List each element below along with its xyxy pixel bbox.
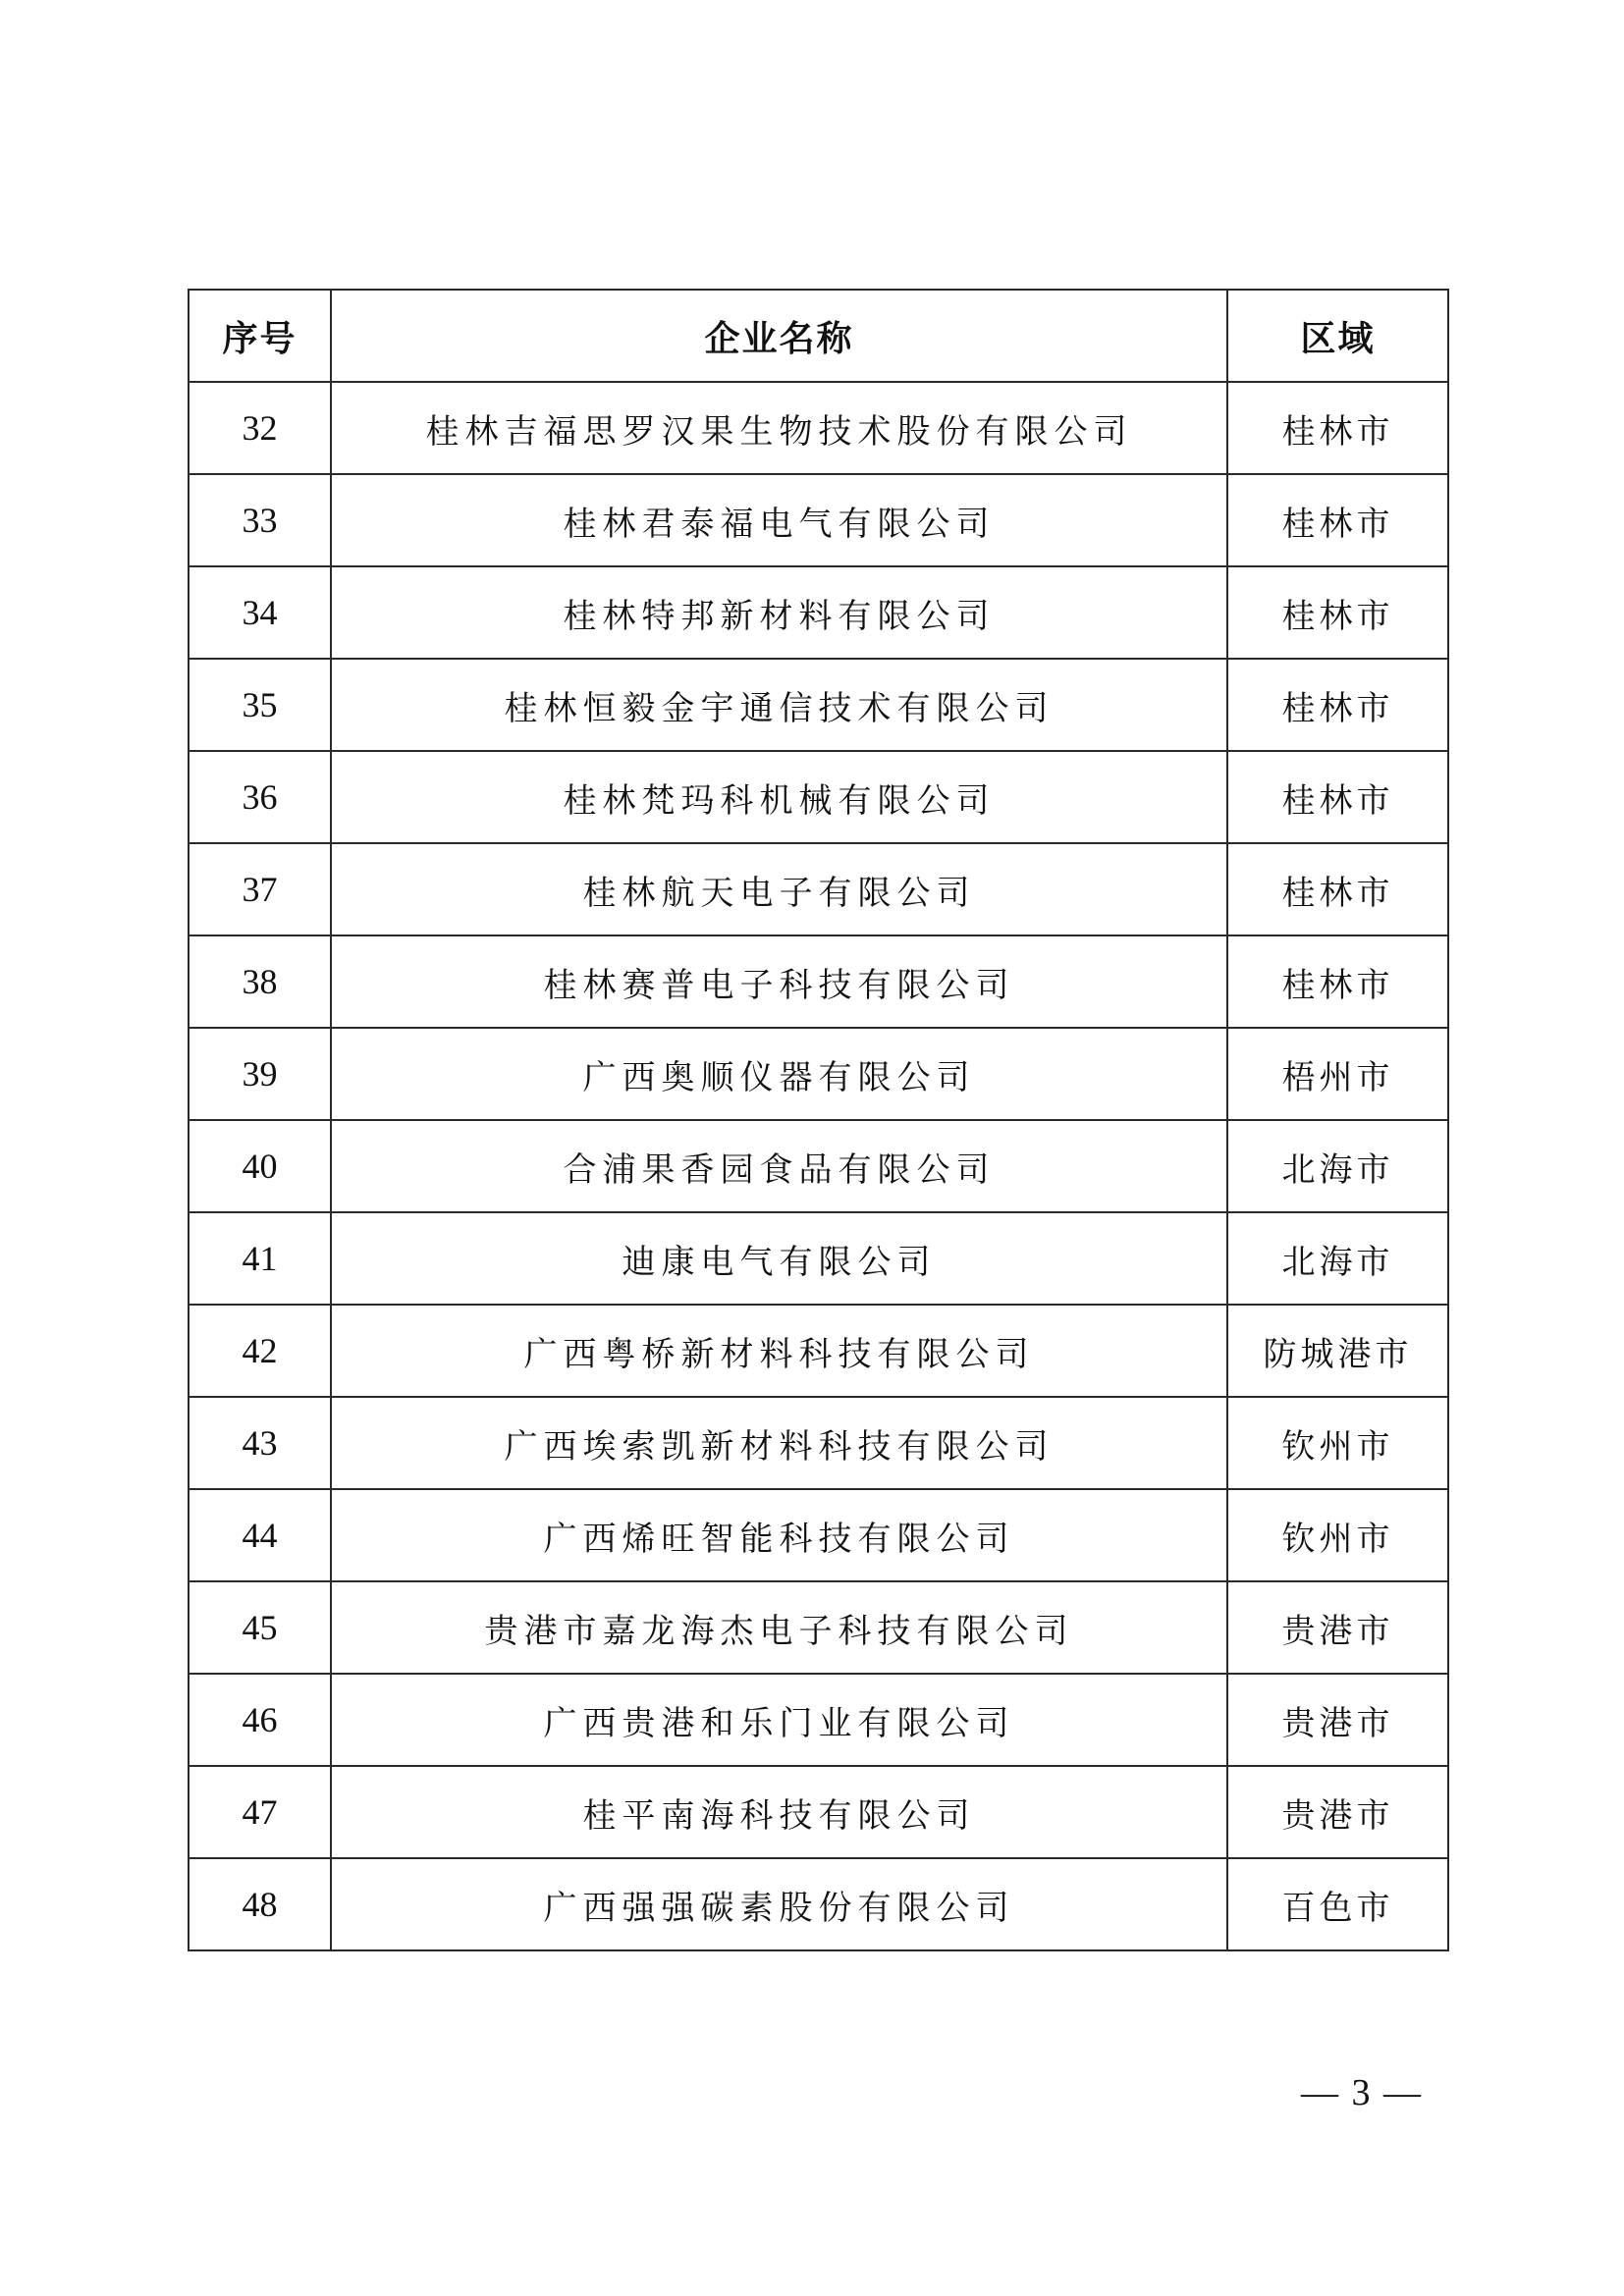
row-company-name: 桂林吉福思罗汉果生物技术股份有限公司 xyxy=(331,382,1227,474)
row-no: 37 xyxy=(189,843,331,935)
row-company-name: 广西奥顺仪器有限公司 xyxy=(331,1028,1227,1120)
row-no: 36 xyxy=(189,751,331,843)
row-company-name: 广西贵港和乐门业有限公司 xyxy=(331,1674,1227,1766)
row-no: 48 xyxy=(189,1858,331,1950)
header-region: 区域 xyxy=(1227,290,1448,382)
row-region: 钦州市 xyxy=(1227,1397,1448,1489)
row-no: 40 xyxy=(189,1120,331,1212)
table-row xyxy=(189,751,1448,843)
row-company-name: 桂林赛普电子科技有限公司 xyxy=(331,935,1227,1028)
row-company-name: 桂林君泰福电气有限公司 xyxy=(331,474,1227,566)
table-row xyxy=(189,474,1448,566)
header-name: 企业名称 xyxy=(331,290,1227,382)
table-row xyxy=(189,1581,1448,1674)
row-no: 33 xyxy=(189,474,331,566)
row-region: 梧州市 xyxy=(1227,1028,1448,1120)
table-header-row xyxy=(189,290,1448,382)
row-region: 桂林市 xyxy=(1227,843,1448,935)
row-no: 32 xyxy=(189,382,331,474)
row-region: 桂林市 xyxy=(1227,566,1448,659)
row-no: 44 xyxy=(189,1489,331,1581)
company-table xyxy=(188,289,1449,1951)
header-no: 序号 xyxy=(189,290,331,382)
row-no: 46 xyxy=(189,1674,331,1766)
table-row xyxy=(189,843,1448,935)
row-no: 42 xyxy=(189,1305,331,1397)
row-company-name: 桂林恒毅金宇通信技术有限公司 xyxy=(331,659,1227,751)
table-row xyxy=(189,1028,1448,1120)
table-row xyxy=(189,1489,1448,1581)
row-no: 43 xyxy=(189,1397,331,1489)
table-row xyxy=(189,659,1448,751)
row-region: 钦州市 xyxy=(1227,1489,1448,1581)
row-company-name: 广西烯旺智能科技有限公司 xyxy=(331,1489,1227,1581)
row-region: 桂林市 xyxy=(1227,659,1448,751)
row-region: 贵港市 xyxy=(1227,1766,1448,1858)
row-company-name: 迪康电气有限公司 xyxy=(331,1212,1227,1305)
row-no: 47 xyxy=(189,1766,331,1858)
row-region: 北海市 xyxy=(1227,1120,1448,1212)
row-no: 35 xyxy=(189,659,331,751)
table-row xyxy=(189,1858,1448,1950)
row-region: 贵港市 xyxy=(1227,1581,1448,1674)
row-company-name: 贵港市嘉龙海杰电子科技有限公司 xyxy=(331,1581,1227,1674)
row-no: 38 xyxy=(189,935,331,1028)
table-row xyxy=(189,382,1448,474)
page-number: — 3 — xyxy=(1301,2072,1423,2113)
row-company-name: 桂林航天电子有限公司 xyxy=(331,843,1227,935)
table-row xyxy=(189,1120,1448,1212)
table-row xyxy=(189,566,1448,659)
row-region: 贵港市 xyxy=(1227,1674,1448,1766)
row-company-name: 合浦果香园食品有限公司 xyxy=(331,1120,1227,1212)
row-region: 桂林市 xyxy=(1227,474,1448,566)
row-no: 45 xyxy=(189,1581,331,1674)
row-region: 百色市 xyxy=(1227,1858,1448,1950)
row-company-name: 广西粤桥新材料科技有限公司 xyxy=(331,1305,1227,1397)
row-company-name: 桂林特邦新材料有限公司 xyxy=(331,566,1227,659)
row-no: 39 xyxy=(189,1028,331,1120)
row-region: 桂林市 xyxy=(1227,935,1448,1028)
row-company-name: 桂林梵玛科机械有限公司 xyxy=(331,751,1227,843)
row-region: 桂林市 xyxy=(1227,382,1448,474)
row-region: 桂林市 xyxy=(1227,751,1448,843)
row-region: 防城港市 xyxy=(1227,1305,1448,1397)
row-no: 34 xyxy=(189,566,331,659)
table-row xyxy=(189,1766,1448,1858)
table-row xyxy=(189,1305,1448,1397)
table-row xyxy=(189,1397,1448,1489)
table-row xyxy=(189,935,1448,1028)
row-company-name: 桂平南海科技有限公司 xyxy=(331,1766,1227,1858)
row-no: 41 xyxy=(189,1212,331,1305)
table-row xyxy=(189,1212,1448,1305)
row-region: 北海市 xyxy=(1227,1212,1448,1305)
table-row xyxy=(189,1674,1448,1766)
row-company-name: 广西埃索凯新材料科技有限公司 xyxy=(331,1397,1227,1489)
row-company-name: 广西强强碳素股份有限公司 xyxy=(331,1858,1227,1950)
